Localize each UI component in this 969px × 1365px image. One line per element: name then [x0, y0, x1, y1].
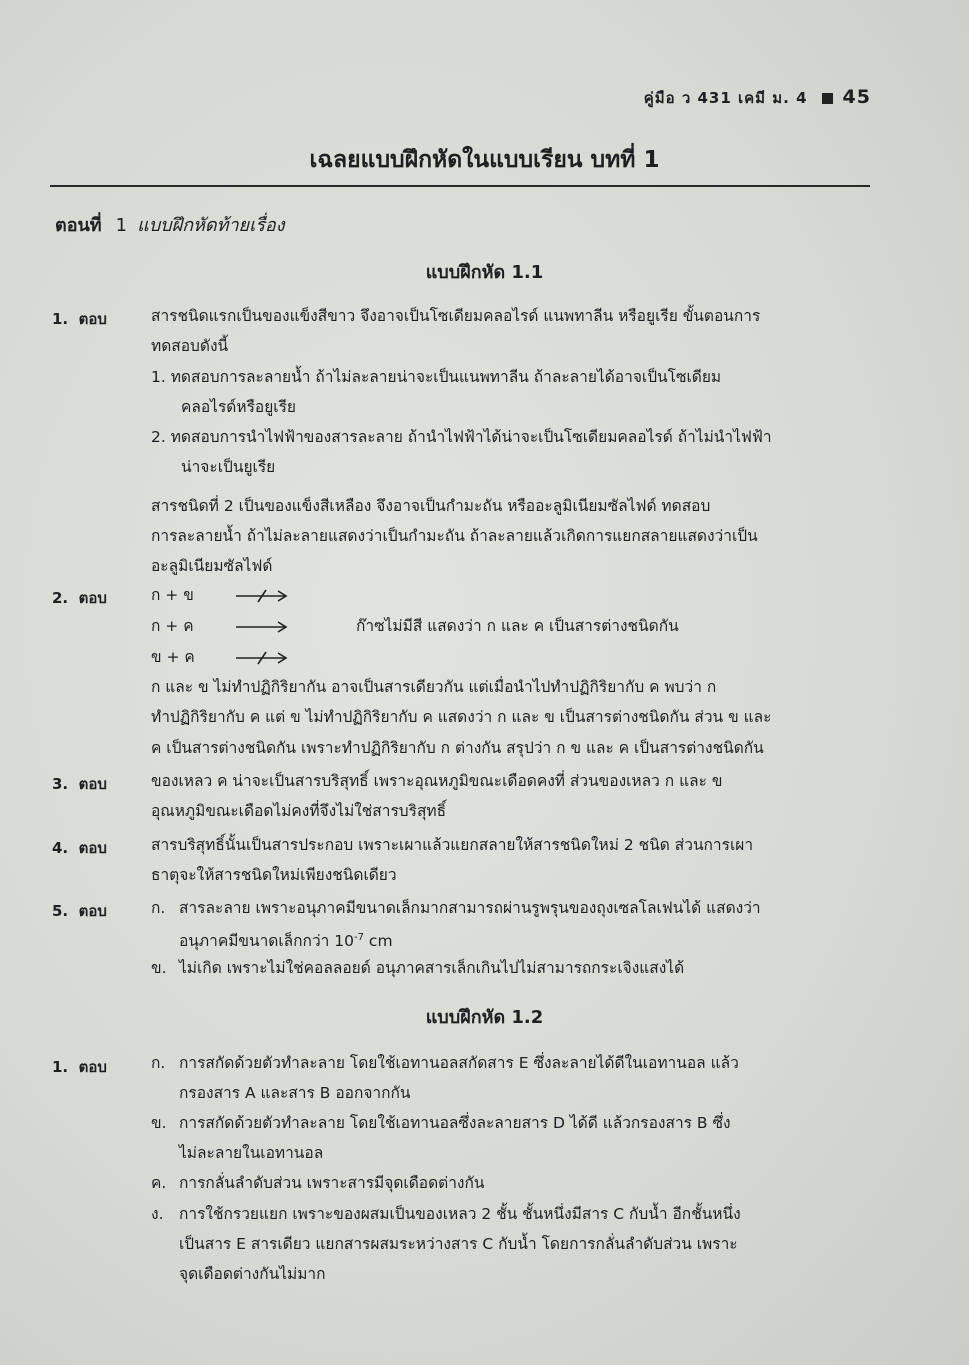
q6-label-a: ก. — [151, 1054, 166, 1072]
title-divider — [50, 185, 870, 187]
q6-label-d: ง. — [151, 1205, 164, 1223]
book-title: คู่มือ ว 431 เคมี ม. 4 — [643, 89, 808, 107]
q2-line-3: ค เป็นสารต่างชนิดกัน เพราะทำปฏิกิริยากับ ก ต่างกัน สรุปว่า ก ข และ ค เป็นสารต่างชนิดกัน — [151, 739, 764, 757]
q2-line-1: ก และ ข ไม่ทำปฏิกิริยากัน อาจเป็นสารเดียวกัน แต่เมื่อนำไปทำปฏิกิริยากับ ค พบว่า ก — [151, 678, 717, 696]
q6-a-line-2: กรองสาร A และสาร B ออกจากกัน — [179, 1084, 411, 1102]
reaction-2-reactants: ก + ค — [151, 617, 194, 635]
q5-ka-line-2: อนุภาคมีขนาดเล็กกว่า $10^{-7}$ cm — [179, 932, 393, 951]
q6-label-b: ข. — [151, 1114, 167, 1132]
q6-b-line-1: การสกัดด้วยตัวทำละลาย โดยใช้เอทานอลซึ่งละลายสาร D ได้ดี แล้วกรองสาร B ซึ่ง — [179, 1114, 731, 1132]
part-heading — [55, 210, 285, 239]
q3-line-1: ของเหลว ค น่าจะเป็นสารบริสุทธิ์ เพราะอุณหภูมิขณะเดือดคงที่ ส่วนของเหลว ก และ ข — [151, 772, 723, 790]
q1-para-2-line-1: สารชนิดที่ 2 เป็นของแข็งสีเหลือง จึงอาจเป็นกำมะถัน หรืออะลูมิเนียมซัลไฟด์ ทดสอบ — [151, 497, 711, 515]
q4-line-1: สารบริสุทธิ์นั้นเป็นสารประกอบ เพราะเผาแล้วแยกสลายให้สารชนิดใหม่ 2 ชนิด ส่วนการเผา — [151, 836, 754, 854]
answer-number-1: 1. ตอบ — [52, 310, 107, 328]
page-header — [644, 86, 871, 110]
reaction-1-reactants: ก + ข — [151, 586, 194, 604]
q1-step-2-cont: น่าจะเป็นยูเรีย — [181, 458, 276, 476]
q1-step-1-cont: คลอไรด์หรือยูเรีย — [181, 398, 297, 416]
part-label: ตอนที่ — [55, 215, 102, 236]
part-name: แบบฝึกหัดท้ายเรื่อง — [137, 215, 285, 236]
q6-d-line-2: เป็นสาร E สารเดียว แยกสารผสมระหว่างสาร C กับน้ำ โดยการกลั่นลำดับส่วน เพราะ — [179, 1235, 738, 1253]
section-heading-1-2: แบบฝึกหัด 1.2 — [425, 1007, 544, 1028]
section-heading-1-1: แบบฝึกหัด 1.1 — [425, 262, 544, 283]
q1-para-2-line-3: อะลูมิเนียมซัลไฟด์ — [151, 557, 273, 575]
reaction-3-reactants: ข + ค — [151, 648, 195, 666]
no-reaction-arrow-icon — [236, 589, 288, 603]
q5-kb-line-1: ไม่เกิด เพราะไม่ใช่คอลลอยด์ อนุภาคสารเล็กเกินไปไม่สามารถกระเจิงแสงได้ — [179, 959, 685, 977]
q2-line-2: ทำปฏิกิริยากับ ค แต่ ข ไม่ทำปฏิกิริยากับ ค แสดงว่า ก และ ข เป็นสารต่างชนิดกัน ส่วน ข และ — [151, 708, 772, 726]
q5-label-ka: ก. — [151, 899, 166, 917]
q6-b-line-2: ไม่ละลายในเอทานอล — [179, 1144, 324, 1162]
reaction-arrow-icon — [236, 620, 288, 634]
q6-d-line-1: การใช้กรวยแยก เพราะของผสมเป็นของเหลว 2 ชั้น ชั้นหนึ่งมีสาร C กับน้ำ อีกชั้นหนึ่ง — [179, 1205, 741, 1223]
q6-d-line-3: จุดเดือดต่างกันไม่มาก — [179, 1265, 326, 1283]
q5-ka-line-1: สารละลาย เพราะอนุภาคมีขนาดเล็กมากสามารถผ่านรูพรุนของถุงเซลโลเฟนได้ แสดงว่า — [179, 899, 761, 917]
q6-a-line-1: การสกัดด้วยตัวทำละลาย โดยใช้เอทานอลสกัดสาร E ซึ่งละลายได้ดีในเอทานอล แล้ว — [179, 1054, 739, 1072]
no-reaction-arrow-icon — [236, 651, 288, 665]
square-bullet-icon — [822, 93, 833, 104]
reaction-2-note: ก๊าซไม่มีสี แสดงว่า ก และ ค เป็นสารต่างชนิดกัน — [356, 617, 679, 635]
part-number: 1 — [115, 215, 128, 236]
q1-line-1: สารชนิดแรกเป็นของแข็งสีขาว จึงอาจเป็นโซเดียมคลอไรด์ แนพทาลีน หรือยูเรีย ขั้นตอนการ — [151, 307, 761, 325]
q1-para-2-line-2: การละลายน้ำ ถ้าไม่ละลายแสดงว่าเป็นกำมะถัน ถ้าละลายแล้วเกิดการแยกสลายแสดงว่าเป็น — [151, 527, 758, 545]
answer-number-2: 2. ตอบ — [52, 589, 107, 607]
page-title: เฉลยแบบฝึกหัดในแบบเรียน บทที่ 1 — [309, 147, 660, 173]
answer-number-3: 3. ตอบ — [52, 775, 107, 793]
q4-line-2: ธาตุจะให้สารชนิดใหม่เพียงชนิดเดียว — [151, 866, 397, 884]
answer-number-5: 5. ตอบ — [52, 902, 107, 920]
q6-label-c: ค. — [151, 1174, 167, 1192]
answer-number-1-2: 1. ตอบ — [52, 1058, 107, 1076]
answer-number-4: 4. ตอบ — [52, 839, 107, 857]
q1-line-2: ทดสอบดังนี้ — [151, 337, 229, 355]
q6-c-line-1: การกลั่นลำดับส่วน เพราะสารมีจุดเดือดต่างกัน — [179, 1174, 485, 1192]
page-number: 45 — [842, 86, 871, 108]
q3-line-2: อุณหภูมิขณะเดือดไม่คงที่จึงไม่ใช่สารบริสุทธิ์ — [151, 802, 447, 820]
q1-step-2: 2. ทดสอบการนำไฟฟ้าของสารละลาย ถ้านำไฟฟ้าได้น่าจะเป็นโซเดียมคลอไรด์ ถ้าไม่นำไฟฟ้า — [151, 428, 772, 446]
exponent: -7 — [354, 932, 364, 943]
q5-label-kb: ข. — [151, 959, 167, 977]
q1-step-1: 1. ทดสอบการละลายน้ำ ถ้าไม่ละลายน่าจะเป็นแนพทาลีน ถ้าละลายได้อาจเป็นโซเดียม — [151, 368, 722, 386]
